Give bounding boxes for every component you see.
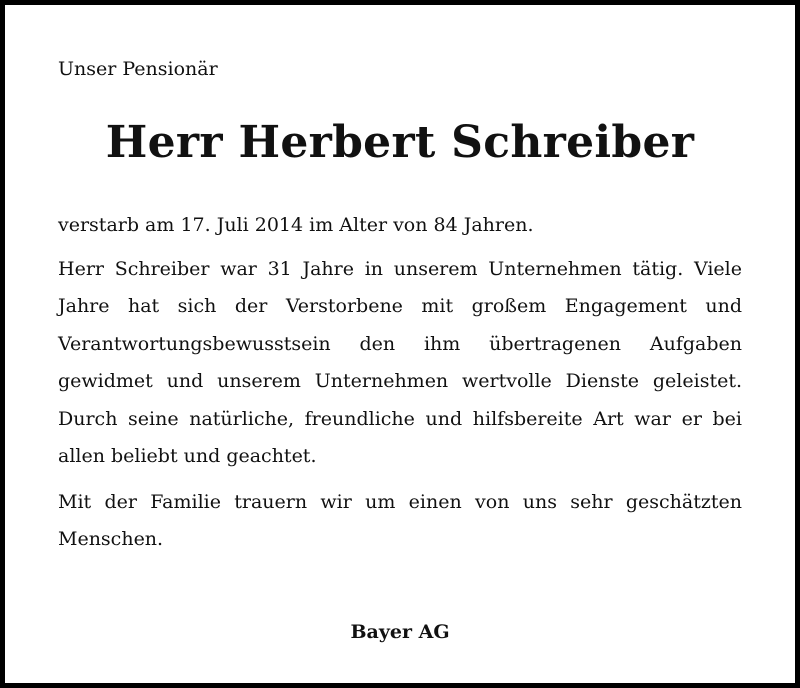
condolence-paragraph: Mit der Familie trauern wir um einen von uns sehr geschätzten Menschen. bbox=[58, 490, 742, 550]
tribute-paragraph: Herr Schreiber war 31 Jahre in unserem Unternehmen tätig. Viele Jahre hat sich der Verstorbene mit großem Engagement und Verantwortungsbewusstsein den ihm übertragenen Aufgaben gewidmet und unserem Unternehmen wertvolle Dienste geleistet. Durch seine natürliche, freundliche und hilfsbereite Art war er bei allen beliebt und geachtet. bbox=[58, 257, 742, 467]
intro-text: Unser Pensionär bbox=[58, 58, 218, 80]
notice-body bbox=[58, 207, 742, 567]
company-signature: Bayer AG bbox=[350, 621, 450, 643]
death-date-line: verstarb am 17. Juli 2014 im Alter von 84 Jahren. bbox=[58, 214, 534, 236]
deceased-name: Herr Herbert Schreiber bbox=[105, 117, 695, 168]
